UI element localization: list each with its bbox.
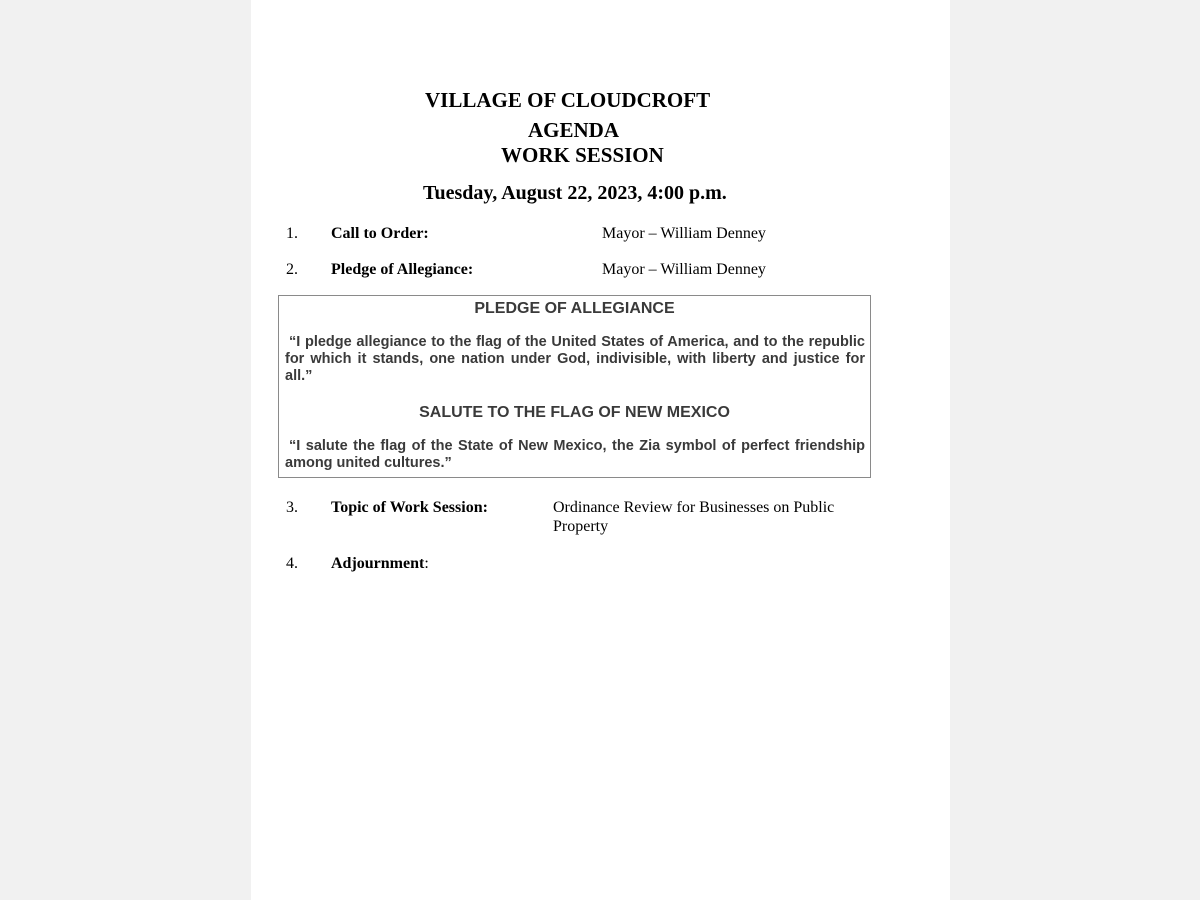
item-number: 1. bbox=[286, 225, 298, 242]
pledge-box bbox=[278, 295, 871, 478]
item-value-call-to-order: Mayor – William Denney bbox=[602, 225, 766, 242]
item-label-call-to-order: Call to Order: bbox=[331, 225, 429, 242]
item-value-pledge: Mayor – William Denney bbox=[602, 261, 766, 278]
item-label-topic: Topic of Work Session: bbox=[331, 499, 488, 516]
adjournment-colon: : bbox=[424, 555, 429, 572]
item-number: 2. bbox=[286, 261, 298, 278]
item-number: 3. bbox=[286, 499, 298, 516]
item-label-adjournment bbox=[331, 554, 429, 573]
agenda-title: AGENDA bbox=[528, 118, 620, 142]
item-number: 4. bbox=[286, 555, 298, 572]
meeting-date: Tuesday, August 22, 2023, 4:00 p.m. bbox=[423, 182, 727, 204]
village-title: VILLAGE OF CLOUDCROFT bbox=[425, 88, 711, 112]
salute-heading: SALUTE TO THE FLAG OF NEW MEXICO bbox=[419, 404, 730, 421]
pledge-text: “I pledge allegiance to the flag of the United States of America, and to the republic for which it stands, one nation under God, indivisible, with liberty and justice for all.” bbox=[285, 334, 865, 384]
pledge-heading: PLEDGE OF ALLEGIANCE bbox=[474, 300, 675, 317]
adjournment-label: Adjournment bbox=[331, 555, 425, 572]
item-value-topic: Ordinance Review for Businesses on Public Property bbox=[553, 499, 835, 535]
work-session-title: WORK SESSION bbox=[501, 143, 664, 167]
salute-text: “I salute the flag of the State of New Mexico, the Zia symbol of perfect friendship among united cultures.” bbox=[285, 438, 865, 471]
document-page bbox=[251, 0, 950, 900]
item-label-pledge: Pledge of Allegiance: bbox=[331, 261, 474, 278]
